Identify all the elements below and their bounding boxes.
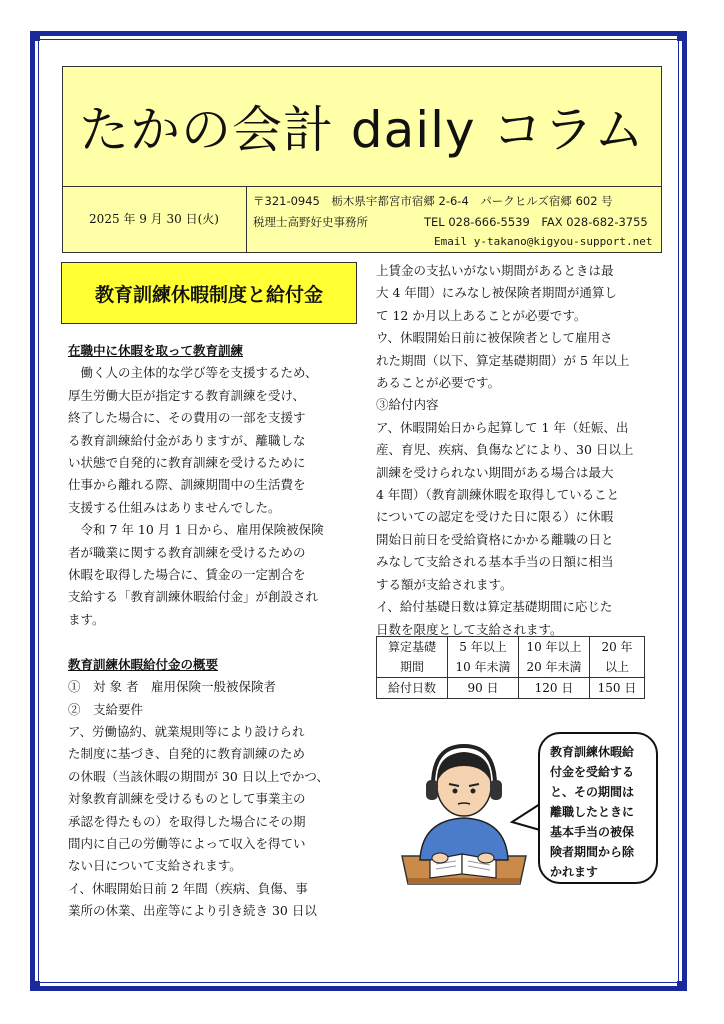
body-line: ② 支給要件	[68, 701, 144, 717]
table-cell-text: 20 年	[601, 640, 633, 654]
body-line: 開始日前日を受給資格にかかる離職の日と	[376, 531, 614, 547]
header-divider-vertical	[246, 186, 247, 253]
header-divider	[62, 186, 662, 187]
body-line: イ、給付基礎日数は算定基礎期間に応じた	[376, 599, 613, 615]
bubble-line: かれます	[550, 865, 599, 879]
student-studying-illustration	[400, 728, 528, 888]
bubble-line: 基本手当の被保	[550, 825, 635, 839]
table-cell-text: 以上	[604, 660, 629, 674]
benefit-days-table	[376, 636, 645, 699]
corner-ornament	[677, 981, 687, 991]
body-line: て 12 か月以上あることが必要です。	[376, 307, 587, 323]
table-header-cell	[448, 637, 519, 678]
heading-in-service-training: 在職中に休暇を取って教育訓練	[68, 343, 244, 358]
body-line: 4 年間）（教育訓練休暇を取得していること	[376, 487, 620, 503]
office-phone-fax: TEL 028-666-5539 FAX 028-682-3755	[424, 215, 648, 229]
body-line: ① 対 象 者 雇用保険一般被保険者	[68, 679, 276, 695]
bubble-line: 付金を受給する	[550, 765, 635, 779]
heading-benefit-overview: 教育訓練休暇給付金の概要	[68, 656, 219, 672]
body-line: 間内に自己の労働等によって収入を得てい	[68, 835, 306, 851]
corner-ornament	[30, 31, 40, 41]
body-line: 仕事から離れる際、訓練期間中の生活費を	[68, 477, 306, 493]
body-line: 支給する「教育訓練休暇給付金」が創設され	[68, 589, 319, 605]
body-line: ない日について支給されます。	[68, 858, 242, 874]
body-line: る教育訓練給付金がありますが、離職しな	[68, 432, 306, 448]
table-cell: 90 日	[448, 678, 519, 699]
table-cell: 120 日	[519, 678, 590, 699]
corner-ornament	[677, 31, 687, 41]
body-line: い状態で自発的に教育訓練を受けるために	[68, 455, 306, 471]
body-line: 令和 7 年 10 月 1 日から、雇用保険被保険	[68, 522, 324, 538]
body-line: イ、休暇開始日前 2 年間（疾病、負傷、事	[68, 880, 308, 896]
body-line: れた期間（以下、算定基礎期間）が 5 年以上	[376, 352, 630, 368]
table-cell: 150 日	[590, 678, 645, 699]
body-line: 上賃金の支払いがない期間があるときは最	[376, 263, 614, 278]
body-line: 対象教育訓練を受けるものとして事業主の	[68, 791, 306, 807]
table-cell-text: 20 年未満	[526, 660, 582, 674]
body-line: 終了した場合に、その費用の一部を支援す	[68, 410, 306, 426]
body-line: 日数を限度として支給されます。	[376, 621, 563, 637]
office-name: 税理士高野好史事務所	[253, 215, 368, 229]
body-line: た制度に基づき、自発的に教育訓練のため	[68, 746, 306, 762]
table-cell-text: 5 年以上	[459, 640, 507, 654]
table-cell-text: 10 年未満	[455, 660, 511, 674]
section-title: 教育訓練休暇制度と給付金	[61, 262, 357, 324]
body-line: 大 4 年間）にみなし被保険者期間が通算し	[376, 285, 617, 301]
body-line: 訓練を受けられない期間がある場合は最大	[376, 464, 614, 480]
body-line: ア、休暇開始日から起算して 1 年（妊娠、出	[376, 419, 629, 435]
body-line: ア、労働協約、就業規則等により設けられ	[68, 723, 305, 739]
bubble-line: 教育訓練休暇給	[550, 745, 635, 759]
body-line: 者が職業に関する教育訓練を受けるための	[68, 544, 306, 560]
office-address: 〒321-0945 栃木県宇都宮市宿郷 2-6-4 パークヒルズ宿郷 602 号	[253, 194, 613, 208]
table-header-cell	[377, 637, 448, 678]
body-line: する額が支給されます。	[376, 576, 513, 592]
body-line: 支援する仕組みはありませんでした。	[68, 499, 281, 515]
body-line: の休暇（当該休暇の期間が 30 日以上でかつ、	[68, 768, 329, 784]
table-header-cell	[519, 637, 590, 678]
body-line: 業所の休業、出産等により引き続き 30 日以	[68, 903, 317, 919]
bubble-line: と、その期間は	[550, 785, 635, 799]
body-line: みなして支給される基本手当の日額に相当	[376, 554, 614, 570]
bubble-line: 離職したときに	[550, 805, 635, 819]
page-title: たかの会計 daily コラム	[78, 101, 646, 159]
body-line: 承認を得たもの）を取得した場合にその期	[68, 813, 306, 829]
table-cell-text: 10 年以上	[526, 640, 582, 654]
right-column	[376, 260, 660, 641]
table-row-label: 給付日数	[377, 678, 448, 699]
body-line: あることが必要です。	[376, 375, 501, 391]
office-email: Email y-takano@kigyou-support.net	[434, 235, 653, 248]
bubble-line: 険者期間から除	[550, 845, 635, 859]
body-line: 厚生労働大臣が指定する教育訓練を受け、	[68, 387, 306, 403]
speech-bubble	[538, 732, 658, 884]
body-line: ます。	[68, 611, 105, 627]
spacer	[68, 631, 360, 653]
body-line: ③給付内容	[376, 397, 439, 413]
left-column	[68, 340, 360, 923]
body-line: 休暇を取得した場合に、賃金の一定割合を	[68, 567, 306, 583]
body-line: ウ、休暇開始日前に被保険者として雇用さ	[376, 330, 613, 346]
table-cell-text: 期間	[399, 660, 424, 674]
issue-date: 2025 年 9 月 30 日(火)	[89, 212, 219, 226]
body-line: 働く人の主体的な学び等を支援するため、	[68, 365, 318, 381]
body-line: についての認定を受けた日に限る）に休暇	[376, 509, 614, 525]
body-line: 産、育児、疾病、負傷などにより、30 日以上	[376, 442, 634, 458]
corner-ornament	[30, 981, 40, 991]
table-cell-text: 算定基礎	[387, 640, 436, 654]
table-header-cell	[590, 637, 645, 678]
